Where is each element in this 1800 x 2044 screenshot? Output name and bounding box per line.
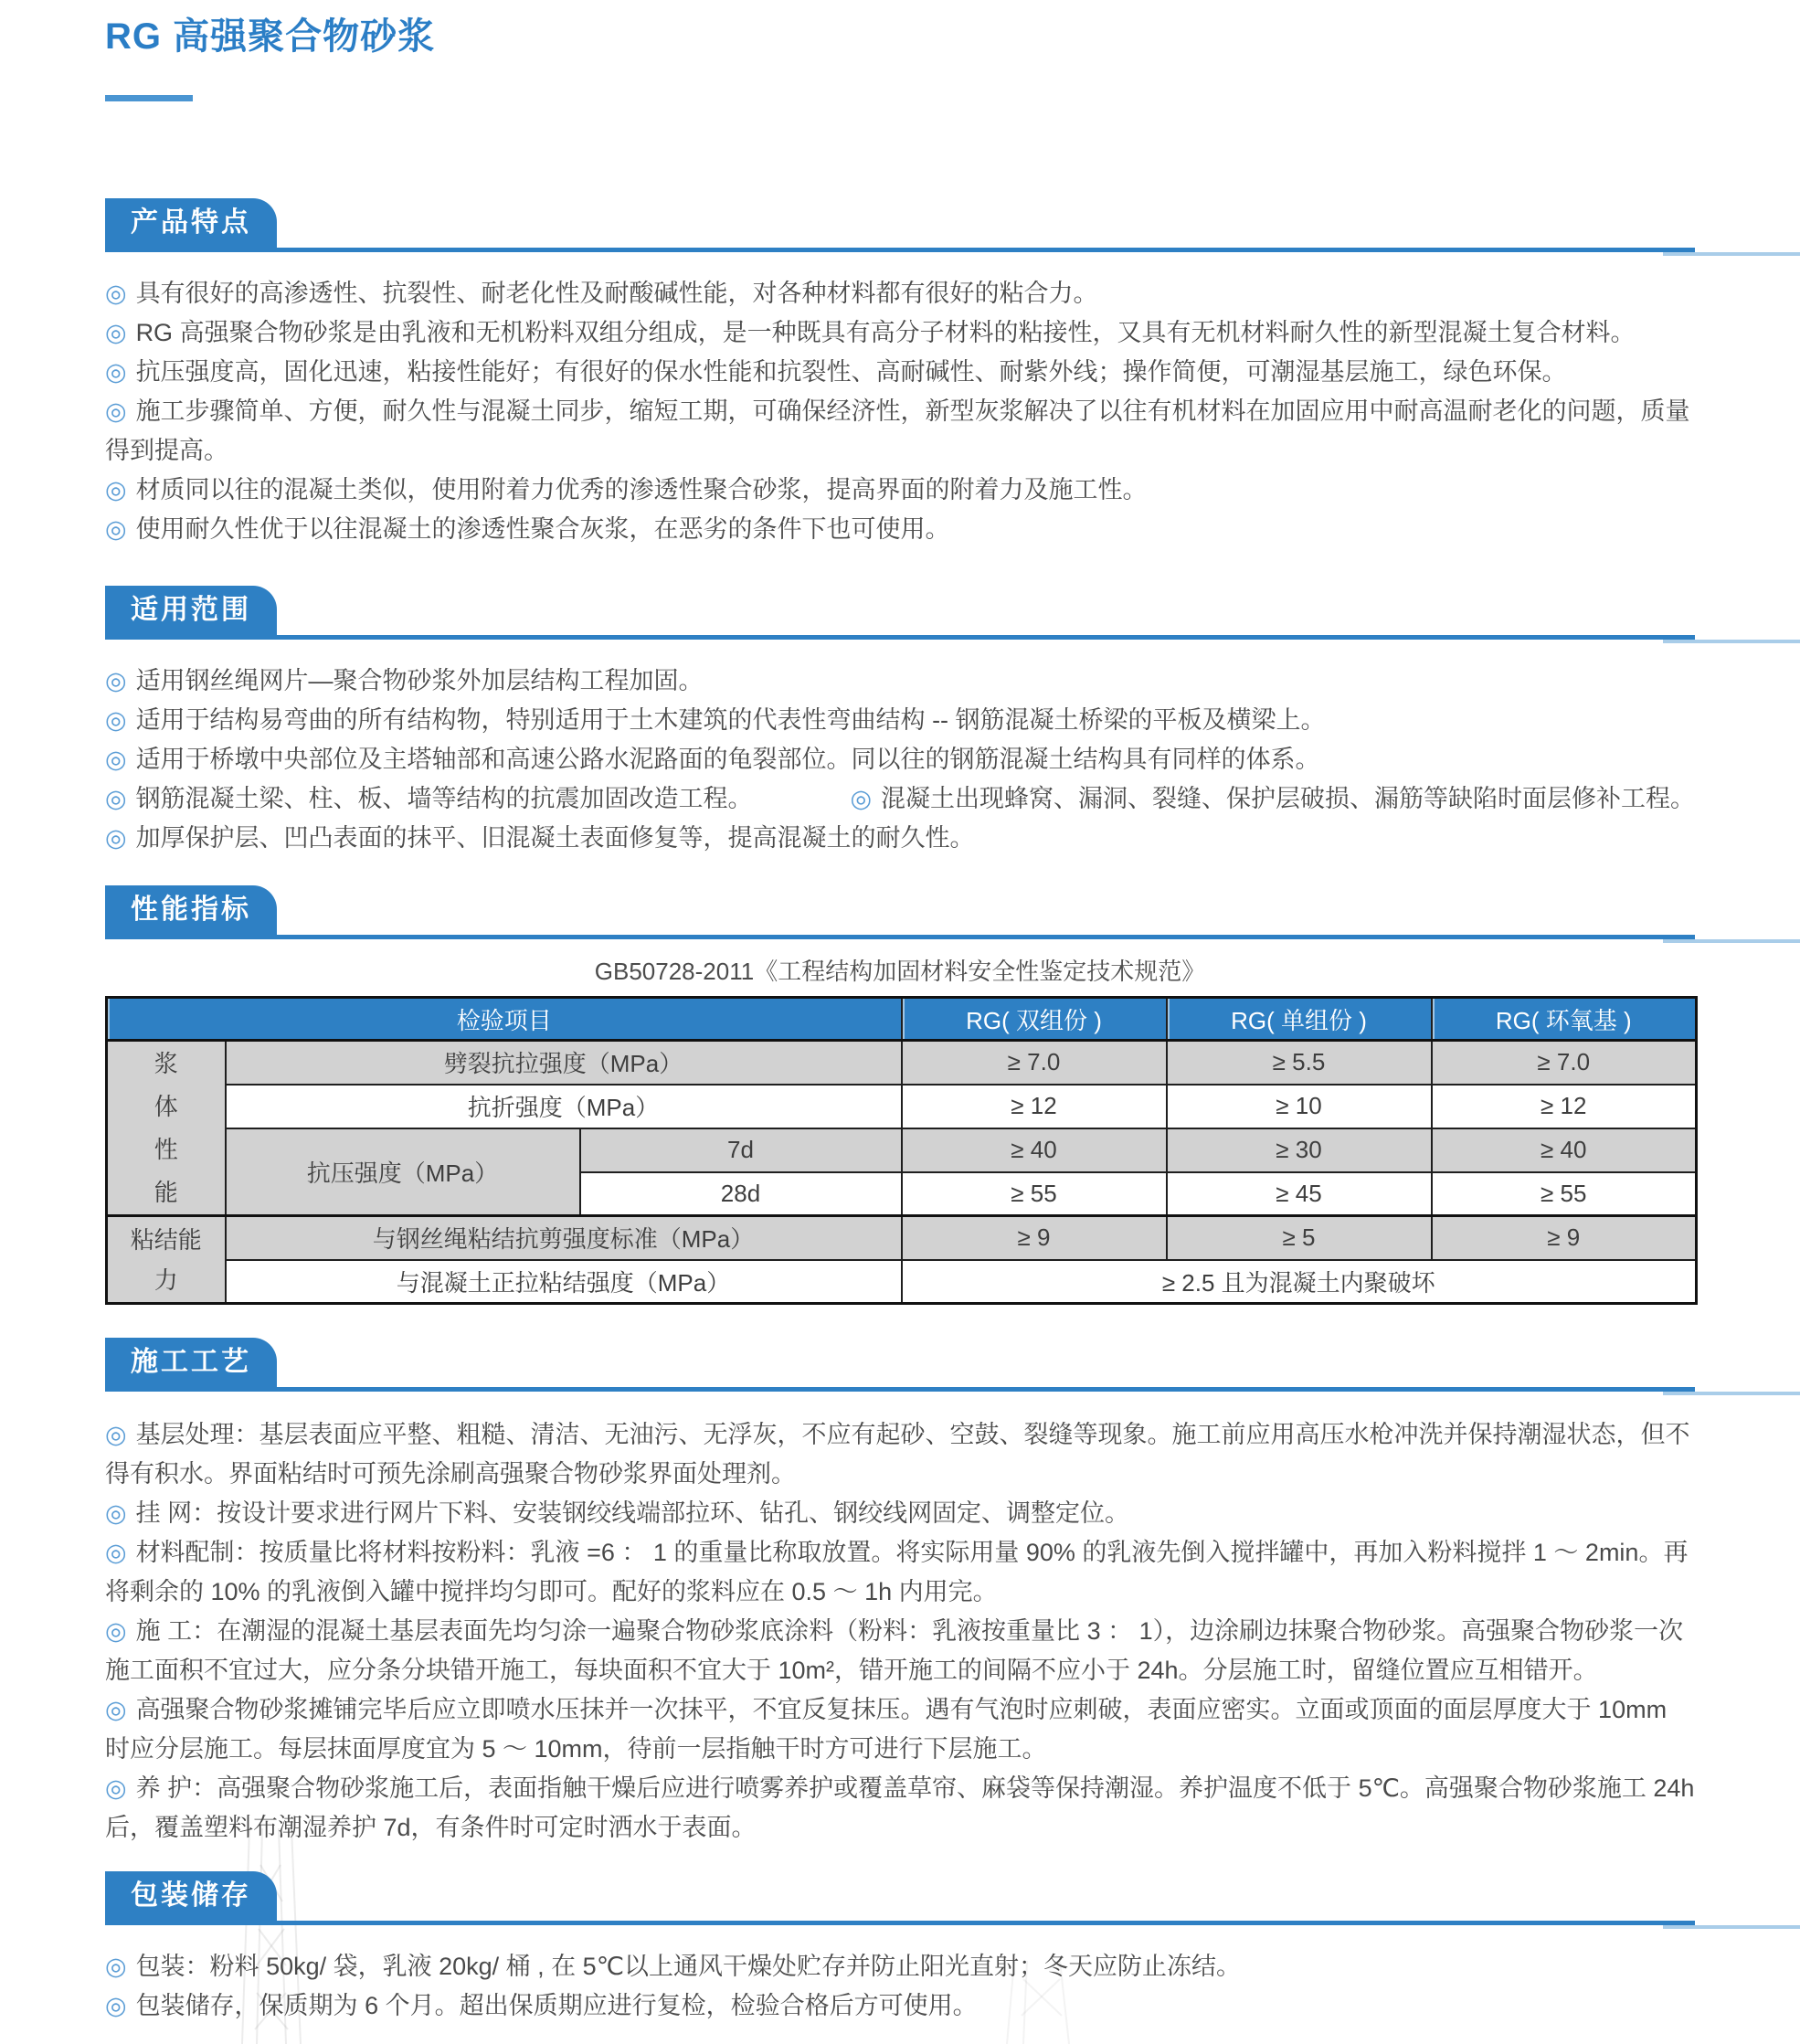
column-header-rg-epoxy: RG( 环氧基 ) (1432, 998, 1697, 1041)
ring-bullet-icon: ◎ (105, 1539, 127, 1566)
section-process-header (105, 1338, 1695, 1392)
list-item-text: 基层处理：基层表面应平整、粗糙、清洁、无油污、无浮灰，不应有起砂、空鼓、裂缝等现象。施工前应用高压水枪冲洗并保持潮湿状态，但不得有积水。界面粘结时可预先涂刷高强聚合物砂浆界面处理剂。 (105, 1421, 1690, 1488)
ring-bullet-icon: ◎ (105, 746, 127, 773)
test-item-cell: 抗压强度（MPa） (226, 1128, 580, 1216)
value-cell: ≥ 5.5 (1167, 1041, 1432, 1085)
list-item (105, 1415, 1695, 1494)
section-features (105, 198, 1695, 549)
value-cell: ≥ 9 (1432, 1216, 1697, 1260)
list-item (850, 779, 1695, 819)
list-item (105, 1612, 1695, 1690)
ring-bullet-icon: ◎ (105, 319, 127, 346)
value-cell: ≥ 12 (1432, 1085, 1697, 1128)
list-item (105, 1690, 1695, 1769)
list-item-text: 适用于结构易弯曲的所有结构物，特别适用于土木建筑的代表性弯曲结构 -- 钢筋混凝土桥梁的平板及横梁上。 (135, 706, 1326, 734)
list-item-text: 使用耐久性优于以往混凝土的渗透性聚合灰浆，在恶劣的条件下也可使用。 (135, 515, 950, 543)
list-item-text: 钢筋混凝土梁、柱、板、墙等结构的抗震加固改造工程。 (135, 785, 753, 812)
list-item-text: 材质同以往的混凝土类似，使用附着力优秀的渗透性聚合砂浆，提高界面的附着力及施工性。 (135, 476, 1148, 503)
section-packaging-header (105, 1871, 1695, 1925)
list-item (105, 1769, 1695, 1848)
list-item (105, 510, 1695, 549)
section-scope-body (105, 640, 1695, 858)
column-header-rg-one-part: RG( 单组份 ) (1167, 998, 1432, 1041)
value-cell: ≥ 7.0 (902, 1041, 1167, 1085)
list-item-text: RG 高强聚合物砂浆是由乳液和无机粉料双组分组成，是一种既具有高分子材料的粘接性，又具有无机材料耐久性的新型混凝土复合材料。 (135, 319, 1636, 346)
performance-table-body (107, 1041, 1697, 1304)
section-process-body (105, 1392, 1695, 1848)
column-header-item: 检验项目 (107, 998, 902, 1041)
list-item-text: 材料配制：按质量比将材料按粉料：乳液 =6 ： 1 的重量比称取放置。将实际用量 90% 的乳液先倒入搅拌罐中，再加入粉料搅拌 1 ～ 2min。再将剩余的 10% 的乳液倒入罐中搅拌均匀即可。配好的浆料应在 0.5 ～ 1h 内用完。 (105, 1539, 1689, 1605)
page-content (0, 15, 1800, 2026)
value-cell: ≥ 10 (1167, 1085, 1432, 1128)
section-features-body (105, 252, 1695, 549)
table-row (107, 1041, 1697, 1085)
ring-bullet-icon: ◎ (105, 1696, 127, 1723)
value-cell: ≥ 9 (902, 1216, 1167, 1260)
list-item (105, 662, 1695, 701)
title-underline (105, 95, 193, 101)
list-item-text: 具有很好的高渗透性、抗裂性、耐老化性及耐酸碱性能，对各种材料都有很好的粘合力。 (135, 280, 1098, 307)
table-row (107, 1128, 1697, 1172)
age-cell: 7d (580, 1128, 902, 1172)
value-cell: ≥ 55 (1432, 1172, 1697, 1216)
list-item (105, 701, 1695, 740)
section-scope (105, 586, 1695, 858)
list-item (105, 740, 1695, 779)
list-item-text: 混凝土出现蜂窝、漏洞、裂缝、保护层破损、漏筋等缺陷时面层修补工程。 (881, 785, 1695, 812)
list-item (105, 1947, 1695, 1986)
ring-bullet-icon: ◎ (105, 1421, 127, 1448)
ring-bullet-icon: ◎ (105, 1499, 127, 1527)
table-header-row (107, 998, 1697, 1041)
table-row (107, 1216, 1697, 1260)
list-item-text: 挂 网：按设计要求进行网片下料、安装钢绞线端部拉环、钻孔、钢绞线网固定、调整定位。 (135, 1499, 1130, 1527)
test-item-cell: 抗折强度（MPa） (226, 1085, 902, 1128)
performance-table-head (107, 998, 1697, 1041)
section-process (105, 1338, 1695, 1848)
list-item (105, 353, 1695, 392)
list-item-text: 抗压强度高，固化迅速，粘接性能好；有很好的保水性能和抗裂性、高耐碱性、耐紫外线；操作简便，可潮湿基层施工，绿色环保。 (135, 358, 1567, 386)
section-performance (105, 885, 1695, 1305)
ring-bullet-icon: ◎ (850, 785, 872, 812)
list-item-text: 适用钢丝绳网片—聚合物砂浆外加层结构工程加固。 (135, 667, 704, 694)
performance-table (105, 996, 1698, 1305)
section-heading-badge: 施工工艺 (105, 1338, 277, 1387)
section-heading-badge: 适用范围 (105, 586, 277, 635)
list-item (105, 1533, 1695, 1612)
list-item (105, 1986, 1695, 2026)
ring-bullet-icon: ◎ (105, 1992, 127, 2019)
list-item-text: 适用于桥墩中央部位及主塔轴部和高速公路水泥路面的龟裂部位。同以往的钢筋混凝土结构具有同样的体系。 (135, 746, 1320, 773)
list-item-text: 施 工：在潮湿的混凝土基层表面先均匀涂一遍聚合物砂浆底涂料（粉料：乳液按重量比 3 ： 1），边涂刷边抹聚合物砂浆。高强聚合物砂浆一次施工面积不宜过大，应分条分块错开施工，每块面积不宜大于 10m²，错开施工的间隔不应小于 24h。分层施工时，留缝位置应互相错开。 (105, 1617, 1684, 1684)
test-item-cell: 与混凝土正拉粘结强度（MPa） (226, 1260, 902, 1304)
table-row (107, 1260, 1697, 1304)
list-item-text: 包装储存，保质期为 6 个月。超出保质期应进行复检，检验合格后方可使用。 (135, 1992, 978, 2019)
ring-bullet-icon: ◎ (105, 397, 127, 425)
list-item (105, 313, 1695, 353)
list-item (105, 274, 1695, 313)
list-item-text: 加厚保护层、凹凸表面的抹平、旧混凝土表面修复等，提高混凝土的耐久性。 (135, 824, 975, 852)
ring-bullet-icon: ◎ (105, 280, 127, 307)
list-item-text: 施工步骤简单、方便，耐久性与混凝土同步，缩短工期，可确保经济性，新型灰浆解决了以往有机材料在加固应用中耐高温耐老化的问题，质量得到提高。 (105, 397, 1690, 464)
product-sheet-page (0, 15, 1800, 2044)
ring-bullet-icon: ◎ (105, 785, 127, 812)
value-cell: ≥ 5 (1167, 1216, 1432, 1260)
test-item-cell: 与钢丝绳粘结抗剪强度标准（MPa） (226, 1216, 902, 1260)
section-heading-badge: 包装储存 (105, 1871, 277, 1921)
test-item-cell: 劈裂抗拉强度（MPa） (226, 1041, 902, 1085)
value-cell: ≥ 45 (1167, 1172, 1432, 1216)
list-item-text: 包装：粉料 50kg/ 袋，乳液 20kg/ 桶 , 在 5℃以上通风干燥处贮存并防止阳光直射；冬天应防止冻结。 (135, 1953, 1242, 1980)
list-item (105, 1494, 1695, 1533)
list-item (105, 819, 1695, 858)
ring-bullet-icon: ◎ (105, 515, 127, 543)
table-caption: GB50728-2011《工程结构加固材料安全性鉴定技术规范》 (594, 958, 1206, 985)
value-cell: ≥ 40 (1432, 1128, 1697, 1172)
list-item (105, 471, 1695, 510)
list-item-pair (105, 779, 1695, 819)
section-heading-badge: 产品特点 (105, 198, 277, 248)
ring-bullet-icon: ◎ (105, 358, 127, 386)
ring-bullet-icon: ◎ (105, 1617, 127, 1645)
section-heading-badge: 性能指标 (105, 885, 277, 935)
section-packaging-body (105, 1925, 1695, 2026)
ring-bullet-icon: ◎ (105, 667, 127, 694)
table-row (107, 1085, 1697, 1128)
value-cell: ≥ 30 (1167, 1128, 1432, 1172)
value-cell: ≥ 40 (902, 1128, 1167, 1172)
page-title: RG 高强聚合物砂浆 (105, 16, 436, 57)
section-scope-header (105, 586, 1695, 640)
section-packaging (105, 1871, 1695, 2026)
value-cell: ≥ 7.0 (1432, 1041, 1697, 1085)
column-header-rg-two-part: RG( 双组份 ) (902, 998, 1167, 1041)
ring-bullet-icon: ◎ (105, 1953, 127, 1980)
list-item-text: 养 护：高强聚合物砂浆施工后，表面指触干燥后应进行喷雾养护或覆盖草帘、麻袋等保持潮湿。养护温度不低于 5℃。高强聚合物砂浆施工 24h 后，覆盖塑料布潮湿养护 7d，有条件时可定时洒水于表面。 (105, 1774, 1695, 1841)
value-cell: ≥ 12 (902, 1085, 1167, 1128)
ring-bullet-icon: ◎ (105, 1774, 127, 1802)
ring-bullet-icon: ◎ (105, 706, 127, 734)
age-cell: 28d (580, 1172, 902, 1216)
list-item-text: 高强聚合物砂浆摊铺完毕后应立即喷水压抹并一次抹平，不宜反复抹压。遇有气泡时应刺破，表面应密实。立面或顶面的面层厚度大于 10mm 时应分层施工。每层抹面厚度宜为 5 ～ 10mm，待前一层指触干时方可进行下层施工。 (105, 1696, 1668, 1763)
list-item (105, 779, 753, 819)
value-cell-merged: ≥ 2.5 且为混凝土内聚破坏 (902, 1260, 1697, 1304)
ring-bullet-icon: ◎ (105, 824, 127, 852)
section-performance-header (105, 885, 1695, 939)
row-group-label: 粘结能力 (107, 1216, 226, 1304)
value-cell: ≥ 55 (902, 1172, 1167, 1216)
section-features-header (105, 198, 1695, 252)
list-item (105, 392, 1695, 471)
row-group-label: 浆体性能 (107, 1041, 226, 1216)
ring-bullet-icon: ◎ (105, 476, 127, 503)
